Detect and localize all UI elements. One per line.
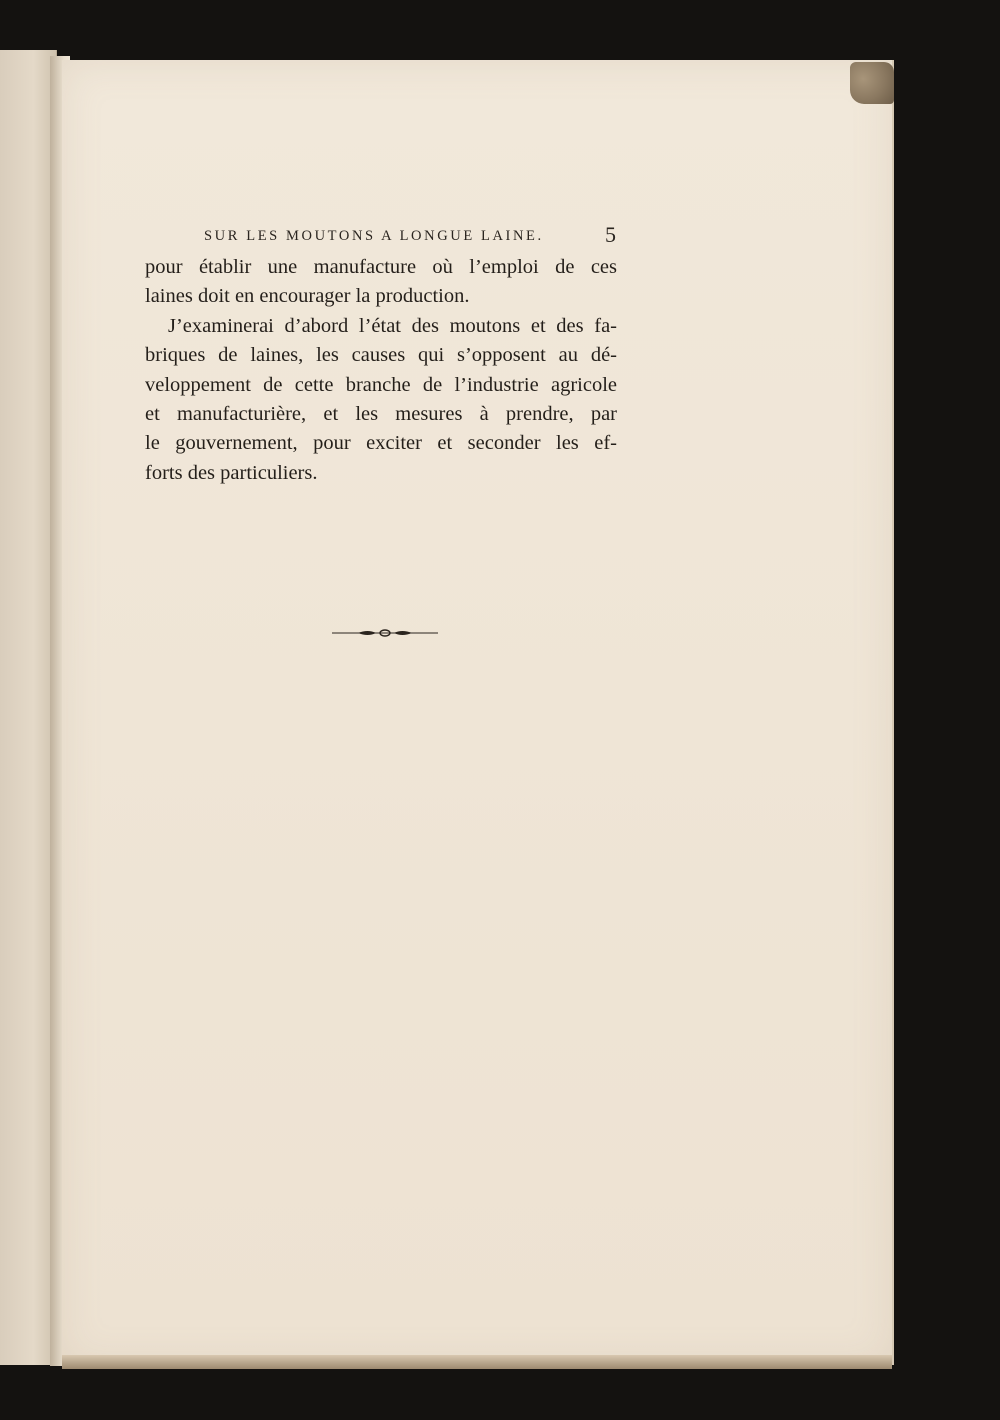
body-text — [145, 253, 617, 488]
text-line: briques de laines, les causes qui s’opposent au dé- — [145, 344, 617, 367]
text-line: le gouvernement, pour exciter et seconder les ef- — [145, 432, 617, 455]
text-line: laines doit en encourager la production. — [145, 285, 470, 308]
text-line: veloppement de cette branche de l’industrie agricole — [145, 373, 617, 396]
facing-page-edge — [0, 50, 57, 1365]
worn-page-corner — [850, 62, 894, 104]
typographic-rule-ornament-icon — [332, 627, 438, 639]
text-line: et manufacturière, et les mesures à prendre, par — [145, 402, 617, 425]
running-title: SUR LES MOUTONS A LONGUE LAINE. — [204, 228, 544, 244]
text-line: J’examinerai d’abord l’état des moutons et des fa- — [168, 314, 617, 337]
text-line: forts des particuliers. — [145, 461, 318, 484]
page-bottom-edge — [62, 1355, 892, 1369]
page-number: 5 — [605, 222, 616, 247]
running-head — [204, 222, 616, 248]
text-line: pour établir une manufacture où l’emploi de ces — [145, 256, 617, 278]
